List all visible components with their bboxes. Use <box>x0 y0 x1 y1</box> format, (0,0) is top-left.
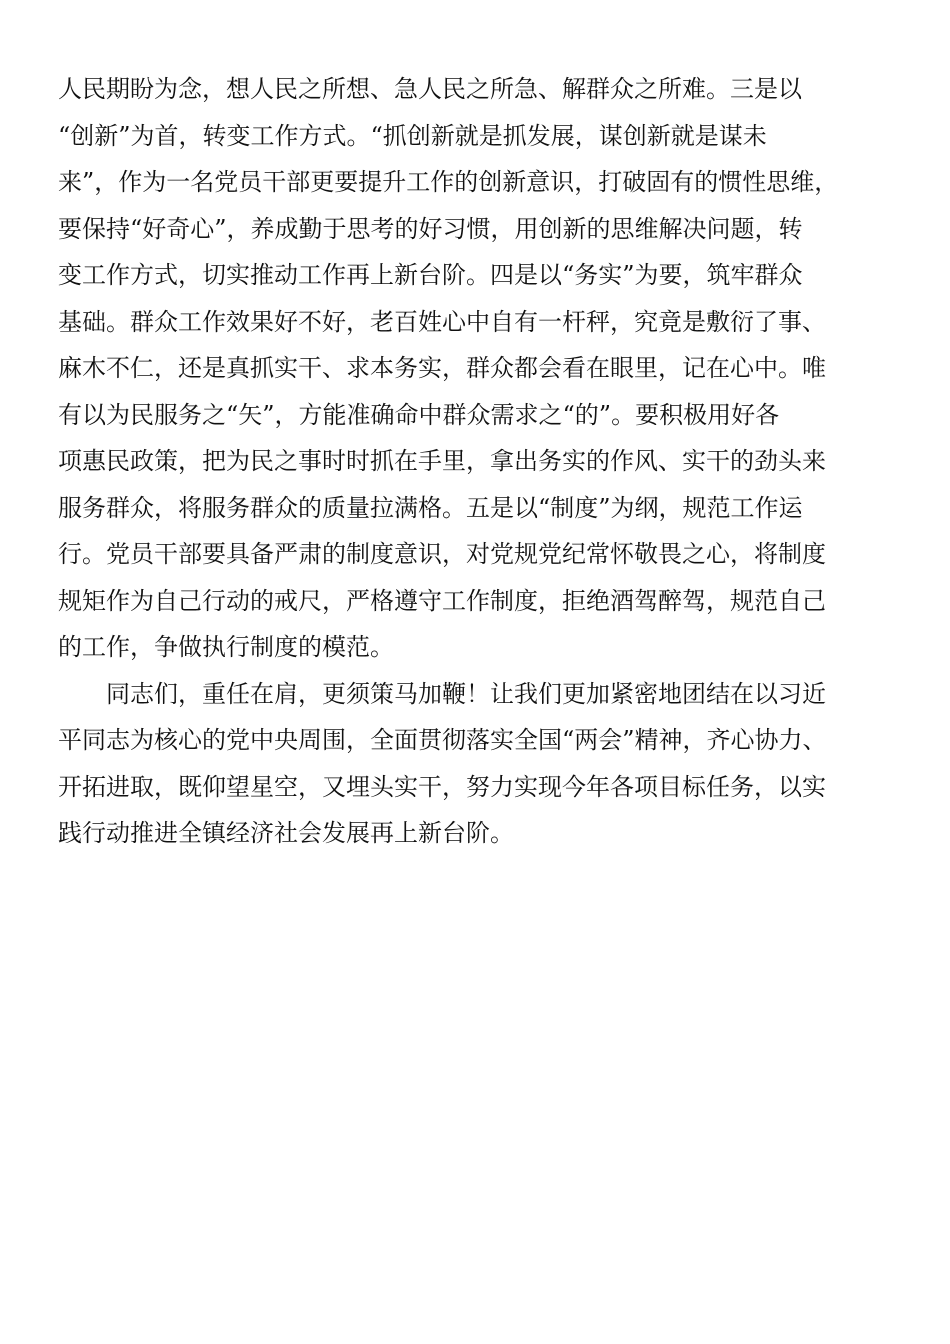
text-line: 服务群众，将服务群众的质量拉满格。五是以“制度”为纲，规范工作运 <box>58 493 803 522</box>
text-line: 践行动推进全镇经济社会发展再上新台阶。 <box>58 819 514 847</box>
text-line: 项惠民政策，把为民之事时时抓在手里，拿出务实的作风、实干的劲头来 <box>58 447 826 475</box>
text-line: 麻木不仁，还是真抓实干、求本务实，群众都会看在眼里，记在心中。唯 <box>58 354 826 382</box>
text-line: 来”，作为一名党员干部更要提升工作的创新意识，打破固有的惯性思维， <box>58 168 839 196</box>
text-line: 人民期盼为念，想人民之所想、急人民之所急、解群众之所难。三是以 <box>58 75 802 103</box>
paragraph-2 <box>58 671 898 857</box>
text-line: 的工作，争做执行制度的模范。 <box>58 633 394 661</box>
text-line: 平同志为核心的党中央周围，全面贯彻落实全国“两会”精神，齐心协力、 <box>58 726 827 754</box>
text-line: 同志们，重任在肩，更须策马加鞭！让我们更加紧密地团结在以习近 <box>106 679 826 708</box>
text-line: 基础。群众工作效果好不好，老百姓心中自有一杆秤，究竟是敷衍了事、 <box>58 307 826 336</box>
text-line: 有以为民服务之“矢”，方能准确命中群众需求之“的”。要积极用好各 <box>58 400 780 429</box>
text-line: 开拓进取，既仰望星空，又埋头实干，努力实现今年各项目标任务，以实 <box>58 772 826 801</box>
text-line: 规矩作为自己行动的戒尺，严格遵守工作制度，拒绝酒驾醉驾，规范自己 <box>58 586 826 615</box>
text-line: 行。党员干部要具备严肃的制度意识，对党规党纪常怀敬畏之心，将制度 <box>58 540 826 568</box>
text-line: 要保持“好奇心”，养成勤于思考的好习惯，用创新的思维解决问题，转 <box>58 214 803 243</box>
text-line: “创新”为首，转变工作方式。“抓创新就是抓发展，谋创新就是谋未 <box>58 121 767 150</box>
text-line: 变工作方式，切实推动工作再上新台阶。四是以“务实”为要，筑牢群众 <box>58 261 803 289</box>
body-text <box>58 66 898 857</box>
paragraph-1 <box>58 66 898 671</box>
